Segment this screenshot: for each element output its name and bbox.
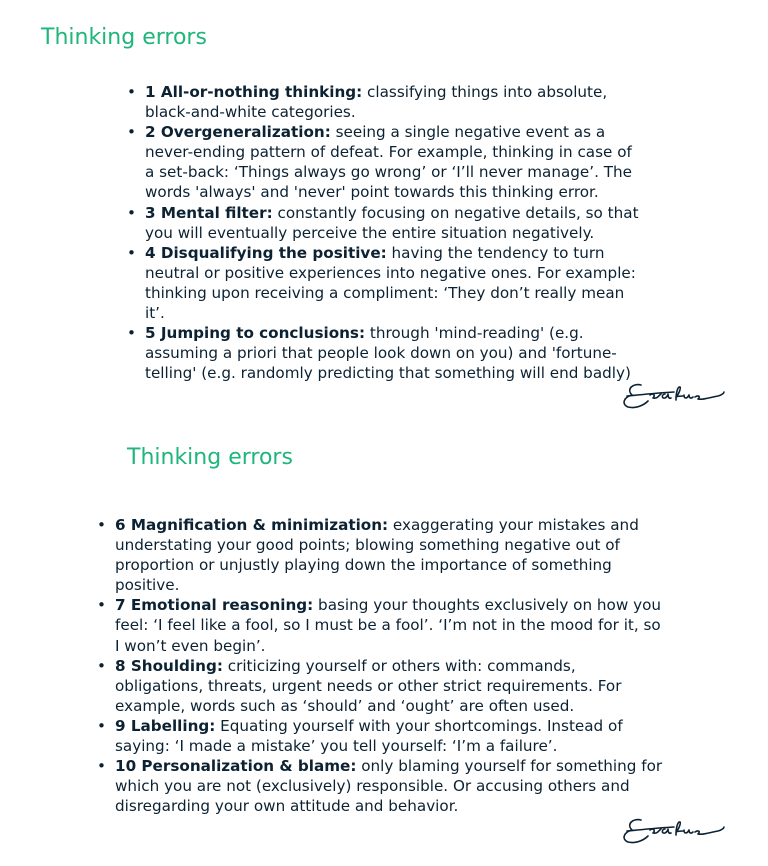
thinking-errors-list bbox=[97, 515, 667, 816]
bullet-icon: • bbox=[97, 757, 106, 776]
list-item bbox=[97, 756, 667, 816]
slide-title: Thinking errors bbox=[127, 445, 293, 470]
list-item bbox=[127, 203, 645, 243]
list-item bbox=[97, 716, 667, 756]
list-item bbox=[127, 82, 645, 122]
term-description: exaggerating your mistakes and understating your good points; blowing something negative out of proportion or unjustly playing down the importance of something positive. bbox=[115, 516, 639, 595]
bullet-icon: • bbox=[127, 324, 136, 343]
thinking-errors-list bbox=[127, 82, 645, 433]
term-description: seeing a single negative event as a never-ending pattern of defeat. For example, thinking in case of a set-back: ‘Things always go wrong’ or ‘I’ll never manage’. The words 'always' and 'never' point towards this thinking error. bbox=[145, 123, 632, 202]
term-description: only blaming yourself for something for which you are not (exclusively) responsible. Or accusing others and disregarding your own attitude and behavior. bbox=[115, 757, 663, 816]
list-item bbox=[127, 323, 645, 383]
term-description: classifying things into absolute, black-and-white categories. bbox=[145, 83, 608, 122]
list-item bbox=[97, 515, 667, 595]
slide-title: Thinking errors bbox=[41, 25, 207, 50]
term-description: criticizing yourself or others with: commands, obligations, threats, urgent needs or other strict requirements. For example, words such as ‘should’ and ‘ought’ are often used. bbox=[115, 656, 622, 715]
term-description: constantly focusing on negative details, so that you will eventually perceive the entire situation negatively. bbox=[145, 203, 639, 242]
term-label: 1 All-or-nothing thinking: bbox=[145, 83, 363, 101]
ezafus-logo-icon bbox=[614, 815, 726, 847]
bullet-icon: • bbox=[97, 716, 106, 735]
term-label: 5 Jumping to conclusions: bbox=[145, 324, 366, 343]
term-label: 9 Labelling: bbox=[115, 716, 216, 735]
term-label: 8 Shoulding: bbox=[115, 656, 223, 675]
list-item bbox=[127, 243, 645, 323]
list-item bbox=[127, 122, 645, 202]
bullet-icon: • bbox=[127, 123, 136, 142]
term-description: Equating yourself with your shortcomings. Instead of saying: ‘I made a mistake’ you tell yourself: ‘I’m a failure’. bbox=[115, 716, 623, 756]
bullet-icon: • bbox=[127, 83, 136, 101]
term-description: basing your thoughts exclusively on how you feel: ‘I feel like a fool, so I must be a fool’. ‘I’m not in the mood for it, so I won’t even begin’. bbox=[115, 596, 661, 655]
ezafus-logo-icon bbox=[614, 380, 726, 412]
term-label: 3 Mental filter: bbox=[145, 203, 273, 222]
term-description: having the tendency to turn neutral or positive experiences into negative ones. For example: thinking upon receiving a compliment: ‘They don’t really mean it’. bbox=[145, 243, 636, 323]
list-item bbox=[97, 656, 667, 716]
bullet-icon: • bbox=[127, 243, 136, 262]
term-label: 6 Magnification & minimization: bbox=[115, 516, 389, 534]
term-label: 10 Personalization & blame: bbox=[115, 757, 357, 776]
bullet-icon: • bbox=[97, 516, 106, 534]
bullet-icon: • bbox=[127, 203, 136, 222]
term-label: 4 Disqualifying the positive: bbox=[145, 243, 387, 262]
term-label: 7 Emotional reasoning: bbox=[115, 596, 314, 615]
bullet-icon: • bbox=[97, 596, 106, 615]
bullet-icon: • bbox=[97, 656, 106, 675]
list-item bbox=[97, 595, 667, 655]
term-label: 2 Overgeneralization: bbox=[145, 123, 331, 142]
term-description: through 'mind-reading' (e.g. assuming a priori that people look down on you) and 'fortune-telling' (e.g. randomly predicting that something will end badly) bbox=[145, 324, 631, 383]
